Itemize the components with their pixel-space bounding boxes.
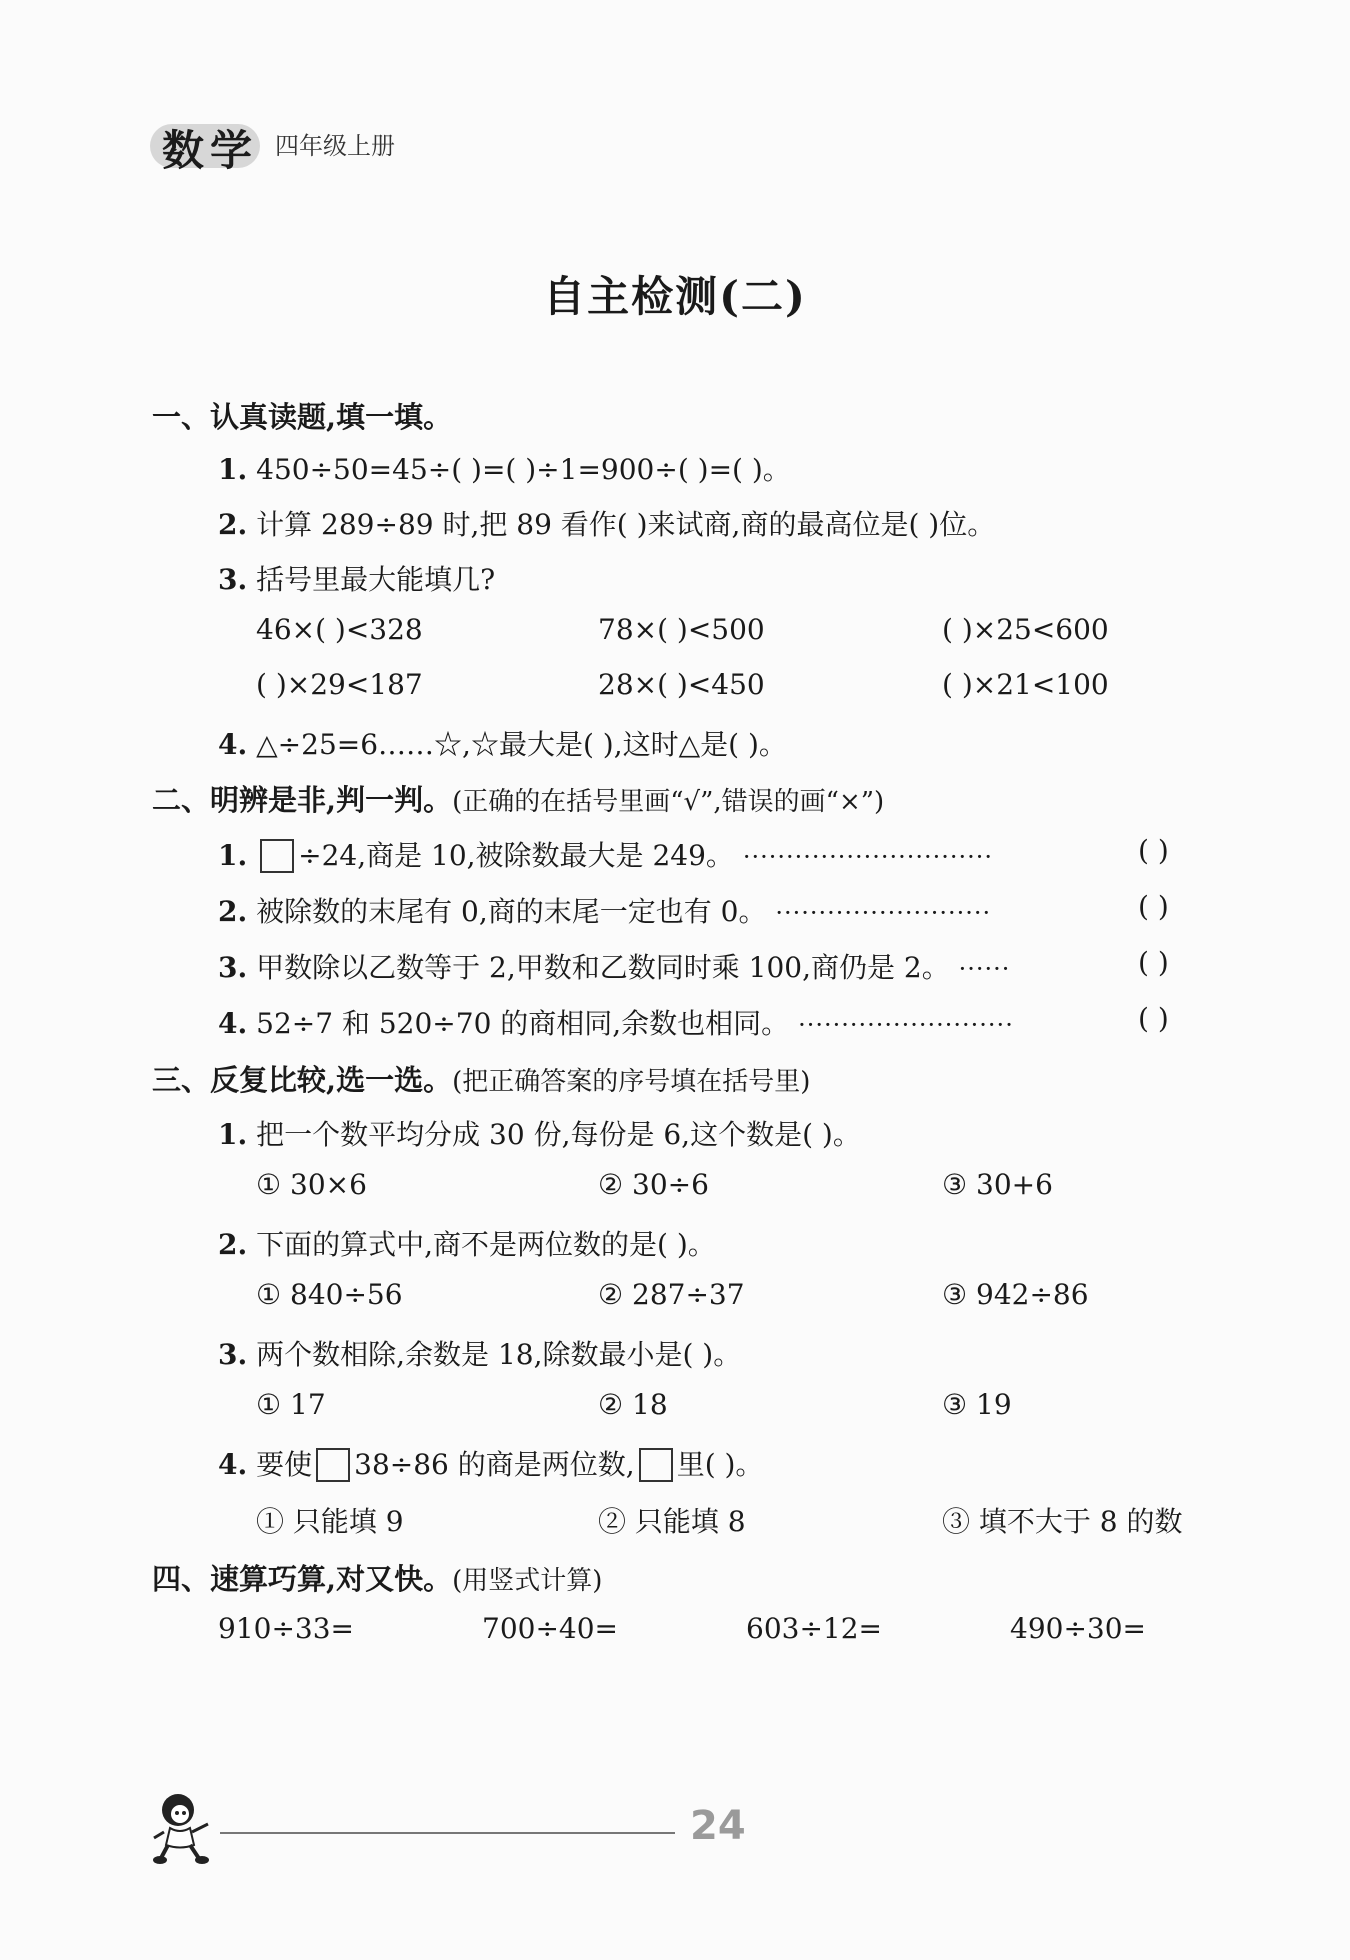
s3-q1-option-2: ② 30÷6 bbox=[598, 1168, 709, 1201]
s3-q3-option-2: ② 18 bbox=[598, 1388, 668, 1421]
calc-item-1: 910÷33= bbox=[218, 1612, 354, 1645]
s1-q3-item-6: ( )×21<100 bbox=[942, 668, 1109, 701]
s1-q3-item-5: 28×( )<450 bbox=[598, 668, 765, 701]
s2-question-2: 2. 被除数的末尾有 0,商的末尾一定也有 0。 ························· bbox=[218, 895, 992, 928]
s3-q3-option-3: ③ 19 bbox=[942, 1388, 1012, 1421]
s3-question-3: 3. 两个数相除,余数是 18,除数最小是( )。 bbox=[218, 1338, 742, 1371]
blank-box bbox=[639, 1448, 673, 1482]
s3-q1-option-3: ③ 30+6 bbox=[942, 1168, 1053, 1201]
header-grade: 四年级上册 bbox=[275, 132, 395, 160]
s3-question-1: 1. 把一个数平均分成 30 份,每份是 6,这个数是( )。 bbox=[218, 1118, 861, 1151]
s3-q3-option-1: ① 17 bbox=[256, 1388, 326, 1421]
s2-q3-answer-paren: ( ) bbox=[1138, 946, 1169, 979]
s2-question-1: 1. ÷24,商是 10,被除数最大是 249。 ····························· bbox=[218, 839, 994, 872]
s1-q3-item-1: 46×( )<328 bbox=[256, 613, 423, 646]
s3-q4-option-3: ③ 填不大于 8 的数 bbox=[942, 1505, 1183, 1538]
s1-question-3: 3. 括号里最大能填几? bbox=[218, 563, 496, 596]
s1-question-4: 4. △÷25=6……☆,☆最大是( ),这时△是( )。 bbox=[218, 728, 787, 761]
page-title: 自主检测(二) bbox=[543, 272, 807, 321]
mascot-icon bbox=[150, 1790, 220, 1869]
section-3-heading: 三、反复比较,选一选。(把正确答案的序号填在括号里) bbox=[152, 1063, 811, 1097]
s1-question-2: 2. 计算 289÷89 时,把 89 看作( )来试商,商的最高位是( )位。 bbox=[218, 508, 996, 541]
blank-box bbox=[316, 1448, 350, 1482]
s2-q2-answer-paren: ( ) bbox=[1138, 890, 1169, 923]
s2-q4-answer-paren: ( ) bbox=[1138, 1002, 1169, 1035]
s3-question-4: 4. 要使 38÷86 的商是两位数, 里( )。 bbox=[218, 1448, 764, 1481]
s3-q2-option-3: ③ 942÷86 bbox=[942, 1278, 1089, 1311]
s3-question-2: 2. 下面的算式中,商不是两位数的是( )。 bbox=[218, 1228, 716, 1261]
s2-question-3: 3. 甲数除以乙数等于 2,甲数和乙数同时乘 100,商仍是 2。 ······ bbox=[218, 951, 1011, 984]
s1-q3-item-4: ( )×29<187 bbox=[256, 668, 423, 701]
s2-q1-answer-paren: ( ) bbox=[1138, 834, 1169, 867]
calc-item-2: 700÷40= bbox=[482, 1612, 618, 1645]
s3-q2-option-2: ② 287÷37 bbox=[598, 1278, 745, 1311]
section-2-heading: 二、明辨是非,判一判。(正确的在括号里画“√”,错误的画“×”) bbox=[152, 783, 885, 817]
section-1-heading: 一、认真读题,填一填。 bbox=[152, 400, 453, 434]
s3-q2-option-1: ① 840÷56 bbox=[256, 1278, 403, 1311]
s3-q1-option-1: ① 30×6 bbox=[256, 1168, 367, 1201]
page-number: 24 bbox=[690, 1803, 746, 1849]
s3-q4-option-1: ① 只能填 9 bbox=[256, 1505, 404, 1538]
blank-box bbox=[260, 839, 294, 873]
s1-question-1: 1. 450÷50=45÷( )=( )÷1=900÷( )=( )。 bbox=[218, 453, 791, 486]
s1-q3-item-3: ( )×25<600 bbox=[942, 613, 1109, 646]
header-subject: 数学 bbox=[162, 126, 259, 175]
footer-rule bbox=[220, 1832, 675, 1834]
section-4-heading: 四、速算巧算,对又快。(用竖式计算) bbox=[152, 1562, 603, 1596]
s3-q4-option-2: ② 只能填 8 bbox=[598, 1505, 746, 1538]
calc-item-3: 603÷12= bbox=[746, 1612, 882, 1645]
s2-question-4: 4. 52÷7 和 520÷70 的商相同,余数也相同。 ························· bbox=[218, 1007, 1014, 1040]
calc-item-4: 490÷30= bbox=[1010, 1612, 1146, 1645]
s1-q3-item-2: 78×( )<500 bbox=[598, 613, 765, 646]
